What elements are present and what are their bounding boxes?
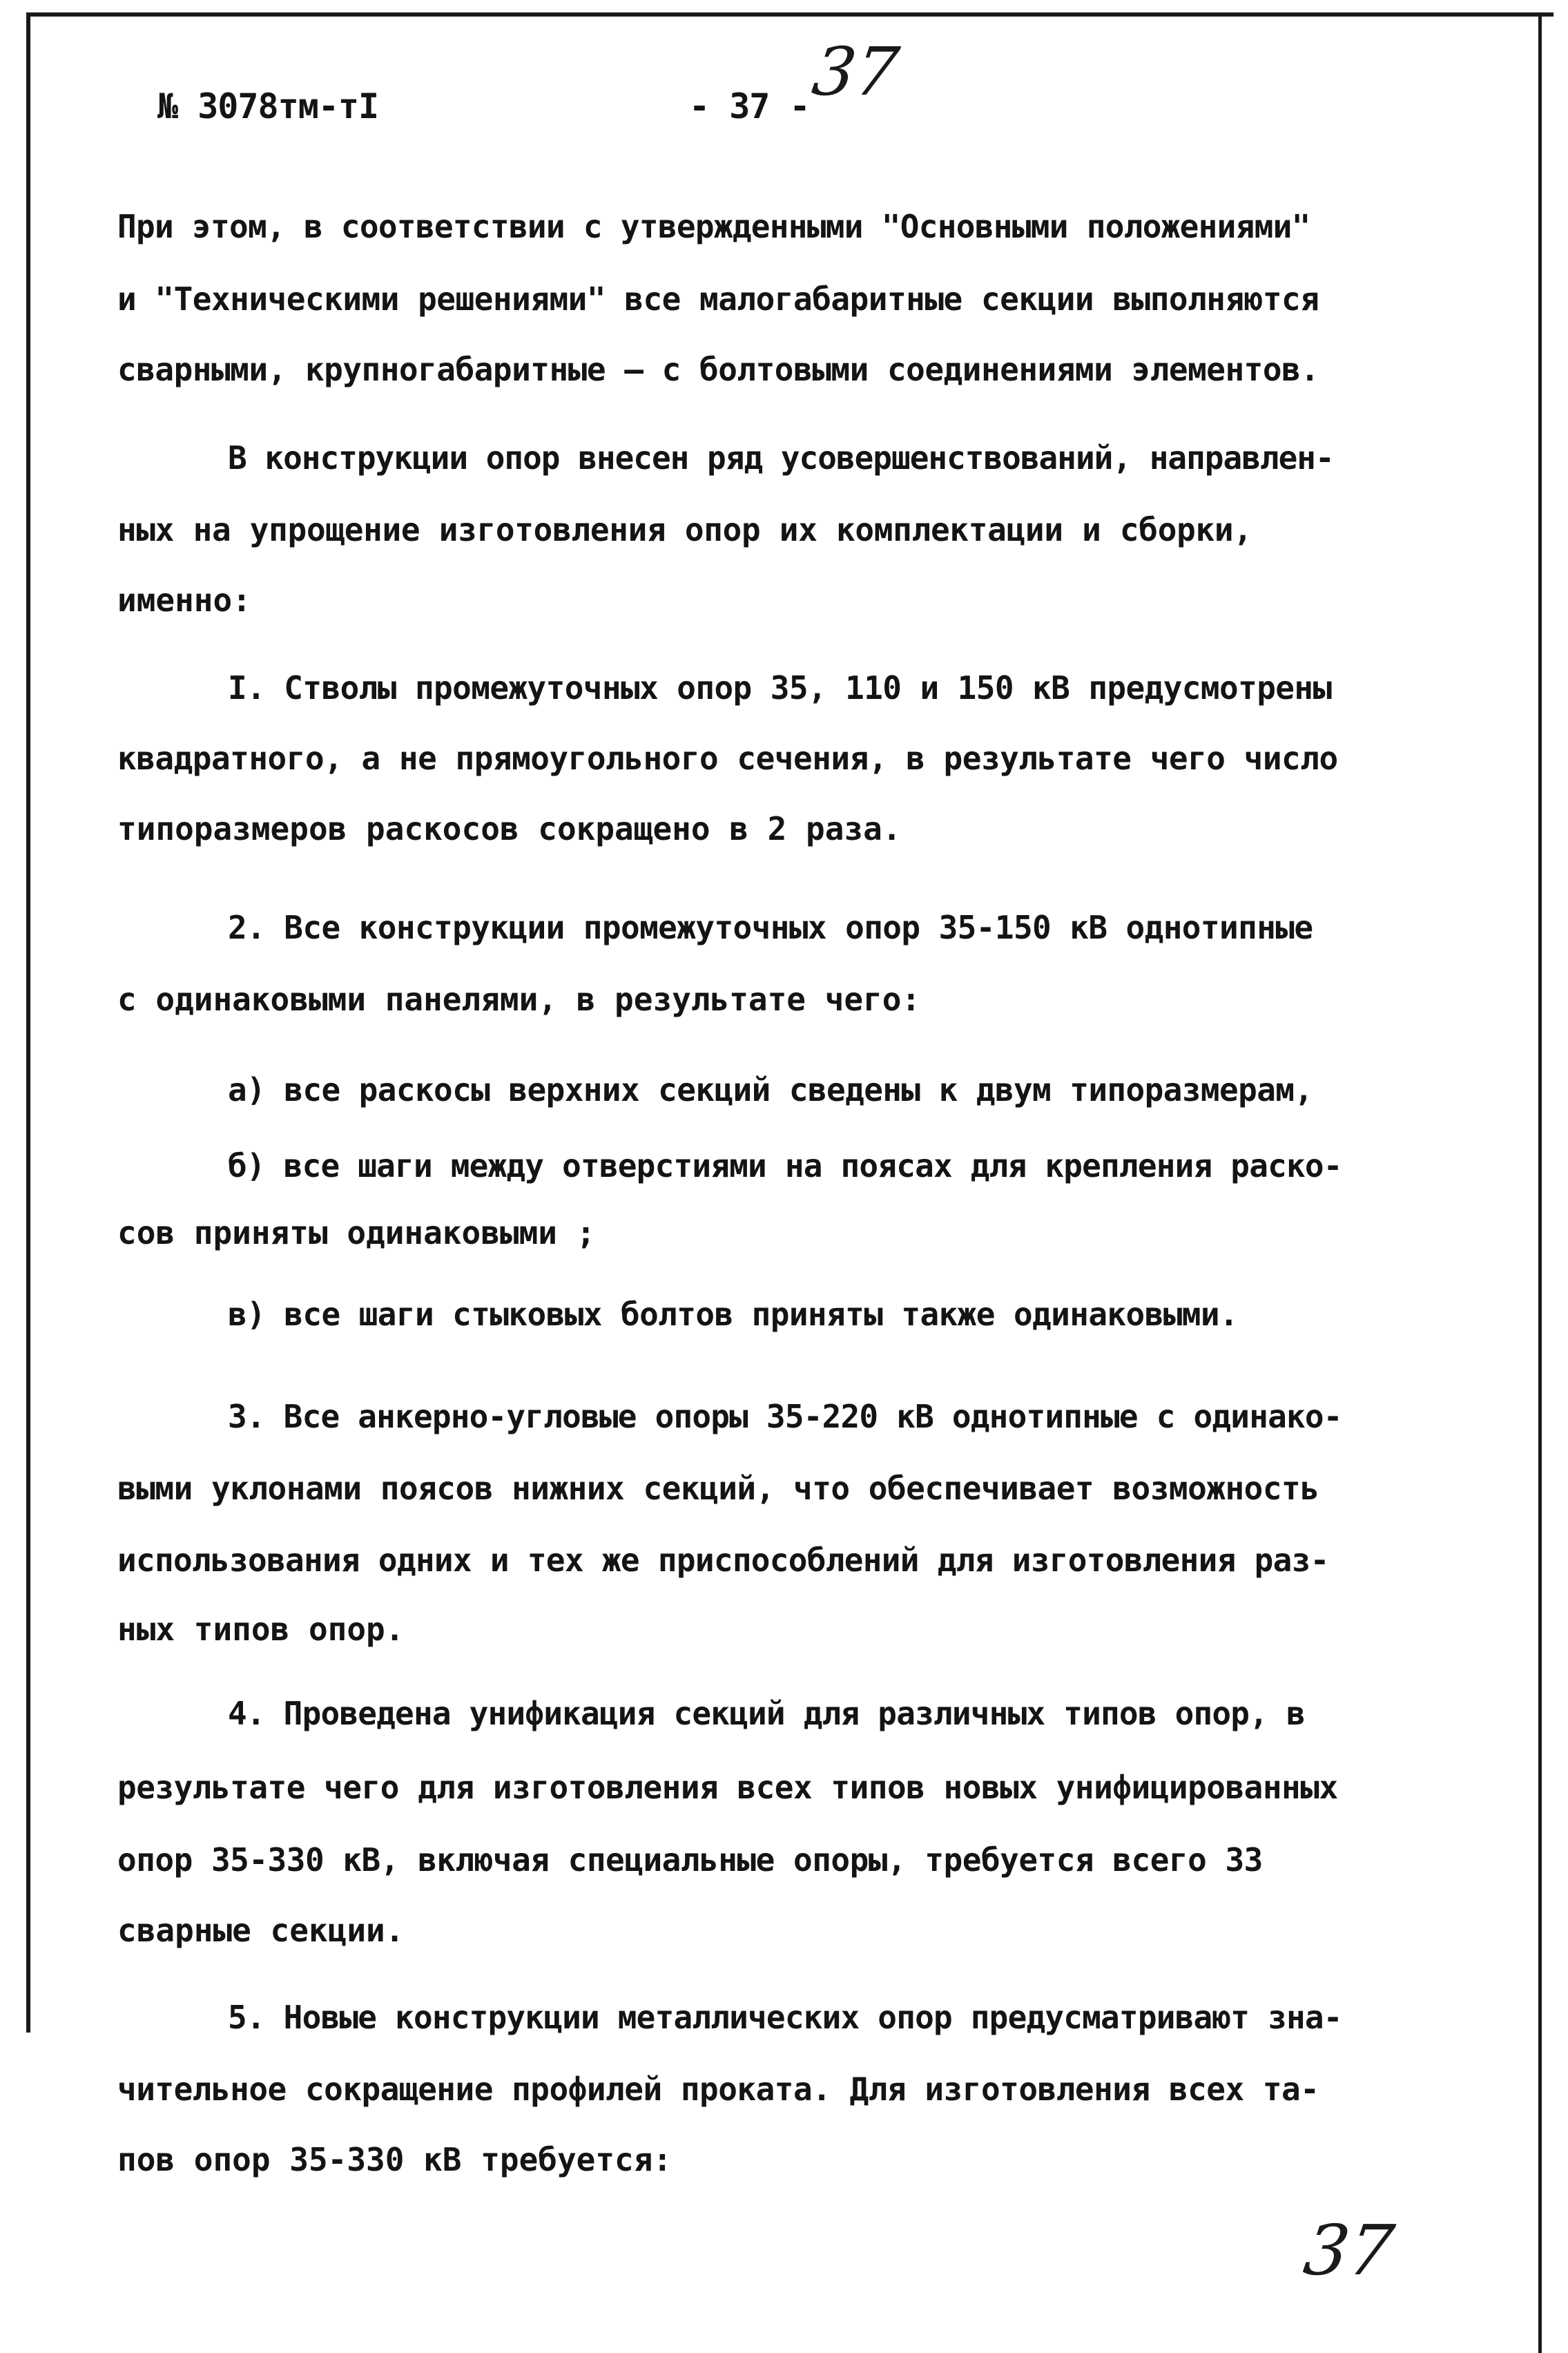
text-line: При этом, в соответствии с утвержденными "Основными положениями" — [117, 208, 1310, 245]
page-border-right — [1538, 12, 1542, 2353]
handwritten-page-number-top: 37 — [808, 33, 904, 111]
text-line: результате чего для изготовления всех типов новых унифицированных — [117, 1769, 1338, 1806]
text-line: ных на упрощение изготовления опор их комплектации и сборки, — [117, 511, 1252, 548]
text-line: сварные секции. — [117, 1912, 405, 1949]
text-line: с одинаковыми панелями, в результате чего: — [117, 981, 921, 1018]
text-line: 5. Новые конструкции металлических опор предусматривают зна- — [228, 1999, 1342, 2036]
text-line: опор 35-330 кВ, включая специальные опоры, требуется всего 33 — [117, 1841, 1263, 1879]
text-line: 2. Все конструкции промежуточных опор 35-150 кВ однотипные — [228, 909, 1313, 946]
text-line: сов приняты одинаковыми ; — [117, 1214, 596, 1251]
page-number: - 37 - — [689, 86, 810, 126]
text-line: квадратного, а не прямоугольного сечения, в результате чего число — [117, 740, 1338, 777]
text-line: чительное сокращение профилей проката. Для изготовления всех та- — [117, 2071, 1319, 2108]
page-border-left — [26, 12, 30, 2033]
handwritten-page-number-bottom: 37 — [1299, 2210, 1399, 2291]
text-line: В конструкции опор внесен ряд усовершенствований, направлен- — [228, 439, 1334, 477]
text-line: и "Техническими решениями" все малогабаритные секции выполняются — [117, 280, 1319, 318]
text-line: ных типов опор. — [117, 1611, 405, 1648]
text-line: пов опор 35-330 кВ требуется: — [117, 2141, 672, 2178]
text-line: типоразмеров раскосов сокращено в 2 раза. — [117, 810, 902, 847]
page-border-top — [28, 12, 1554, 17]
text-line: б) все шаги между отверстиями на поясах для крепления раско- — [228, 1147, 1342, 1184]
text-line: в) все шаги стыковых болтов приняты также одинаковыми. — [228, 1296, 1239, 1333]
text-line: а) все раскосы верхних секций сведены к двум типоразмерам, — [228, 1071, 1313, 1108]
text-line: 3. Все анкерно-угловые опоры 35-220 кВ однотипные с одинако- — [228, 1398, 1342, 1435]
text-line: сварными, крупногабаритные – с болтовыми соединениями элементов. — [117, 351, 1319, 388]
text-line: именно: — [117, 582, 251, 619]
document-number: № 3078тм-тI — [157, 86, 379, 126]
text-line: использования одних и тех же приспособлений для изготовления раз- — [117, 1542, 1329, 1579]
text-line: 4. Проведена унификация секций для различных типов опор, в — [228, 1695, 1305, 1732]
text-line: I. Стволы промежуточных опор 35, 110 и 150 кВ предусмотрены — [228, 669, 1332, 707]
text-line: выми уклонами поясов нижних секций, что обеспечивает возможность — [117, 1470, 1319, 1507]
